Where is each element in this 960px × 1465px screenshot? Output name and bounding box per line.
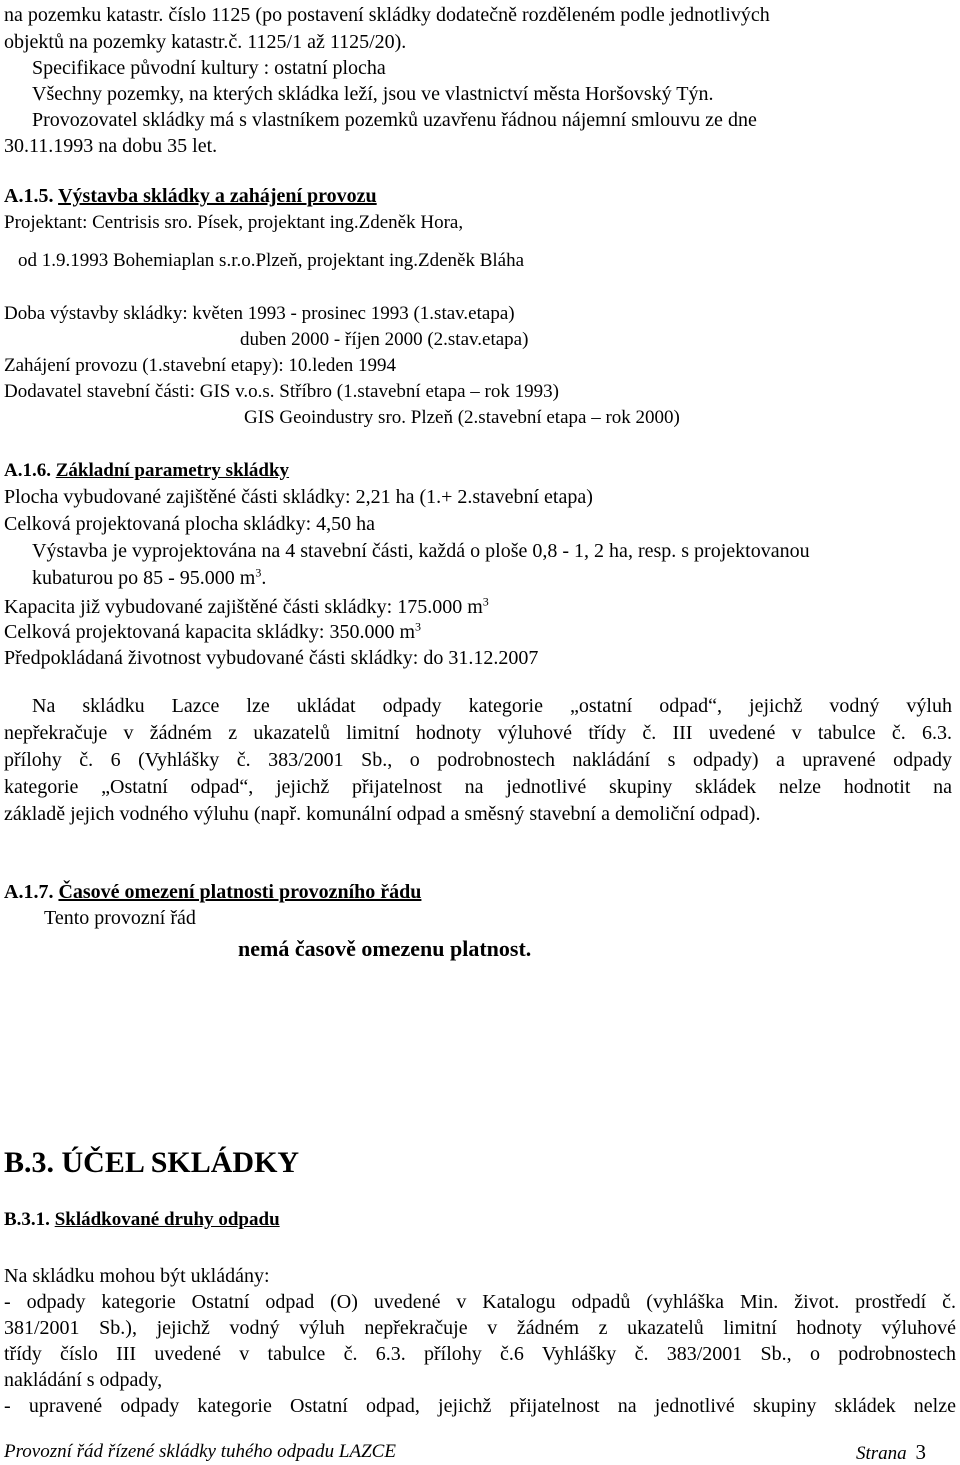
text-line: Doba výstavby skládky: květen 1993 - prosinec 1993 (1.stav.etapa): [4, 303, 515, 324]
footer-page-label: Strana: [856, 1443, 907, 1464]
section-heading-b31: [4, 1210, 280, 1229]
text-line: Výstavba je vyprojektována na 4 stavební části, každá o ploše 0,8 - 1, 2 ha, resp. s projektovanou: [32, 540, 810, 562]
section-title: Výstavba skládky a zahájení provozu: [58, 185, 377, 207]
footer-page-number: 3: [915, 1440, 926, 1464]
text-line: 30.11.1993 na dobu 35 let.: [4, 135, 218, 157]
text-line: - upravené odpady kategorie Ostatní odpad, jejichž přijatelnost na jednotlivé skupiny skládek nelze: [4, 1395, 956, 1417]
section-title: Základní parametry skládky: [55, 460, 290, 481]
text-line: od 1.9.1993 Bohemiaplan s.r.o.Plzeň, projektant ing.Zdeněk Bláha: [18, 250, 525, 271]
text-line: Celková projektovaná plocha skládky: 4,50 ha: [4, 513, 376, 535]
section-title: Skládkované druhy odpadu: [54, 1209, 280, 1230]
text-line: GIS Geoindustry sro. Plzeň (2.stavební etapa – rok 2000): [244, 407, 680, 428]
chapter-heading: B.3. ÚČEL SKLÁDKY: [4, 1146, 300, 1179]
text-line: [32, 565, 267, 589]
text-line: Dodavatel stavební části: GIS v.o.s. Stříbro (1.stavební etapa – rok 1993): [4, 381, 559, 402]
text-fragment: .: [261, 567, 267, 589]
superscript: 3: [255, 565, 262, 580]
text-line: Zahájení provozu (1.stavební etapy): 10.leden 1994: [4, 355, 397, 376]
text-line: duben 2000 - říjen 2000 (2.stav.etapa): [240, 329, 529, 350]
section-number: A.1.7.: [4, 881, 54, 903]
text-line: objektů na pozemky katastr.č. 1125/1 až 1125/20).: [4, 31, 407, 53]
text-fragment: Kapacita již vybudované zajištěné části skládky: 175.000 m: [4, 596, 483, 618]
text-line: nepřekračuje v žádném z ukazatelů limitní hodnoty výluhové třídy č. III uvedené v tabulce č. 6.3.: [4, 722, 952, 744]
text-line: nakládání s odpady,: [4, 1369, 163, 1391]
text-line: na pozemku katastr. číslo 1125 (po postavení skládky dodatečně rozděleném podle jednotlivých: [4, 4, 770, 26]
text-line: základě jejich vodného výluhu (např. komunální odpad a směsný stavební a demoliční odpad).: [4, 803, 761, 825]
text-line: Na skládku Lazce lze ukládat odpady kategorie „ostatní odpad“, jejichž vodný výluh: [32, 695, 952, 717]
text-line: [4, 619, 422, 643]
text-line: Projektant: Centrisis sro. Písek, projektant ing.Zdeněk Hora,: [4, 212, 464, 233]
text-line: Provozovatel skládky má s vlastníkem pozemků uzavřenu řádnou nájemní smlouvu ze dne: [32, 109, 757, 131]
text-line: 381/2001 Sb.), jejichž vodný výluh nepřekračuje v žádném z ukazatelů limitní hodnoty výluhové: [4, 1317, 956, 1339]
text-line: Plocha vybudované zajištěné části skládky: 2,21 ha (1.+ 2.stavební etapa): [4, 486, 593, 508]
text-line: kategorie „Ostatní odpad“, jejichž přijatelnost na jednotlivé skupiny skládek nelze hodnotit na: [4, 776, 952, 798]
text-fragment: Celková projektovaná kapacita skládky: 350.000 m: [4, 621, 416, 643]
text-fragment: kubaturou po 85 - 95.000 m: [32, 567, 256, 589]
text-line: Na skládku mohou být ukládány:: [4, 1265, 270, 1287]
text-line: Všechny pozemky, na kterých skládka leží, jsou ve vlastnictví města Horšovský Týn.: [32, 83, 714, 105]
section-title: Časové omezení platnosti provozního řádu: [58, 881, 422, 903]
text-line: [4, 594, 489, 618]
section-heading-a17: [4, 882, 421, 902]
section-number: A.1.6.: [4, 460, 51, 481]
section-number: B.3.1.: [4, 1209, 50, 1230]
text-line: - odpady kategorie Ostatní odpad (O) uvedené v Katalogu odpadů (vyhláška Min. život. prostředí č.: [4, 1291, 956, 1313]
text-line: Tento provozní řád: [44, 907, 196, 929]
footer-title: Provozní řád řízené skládky tuhého odpadu LAZCE: [4, 1441, 396, 1462]
text-line: Předpokládaná životnost vybudované části skládky: do 31.12.2007: [4, 647, 539, 669]
section-number: A.1.5.: [4, 185, 54, 207]
section-heading-a16: [4, 461, 289, 480]
superscript: 3: [482, 594, 489, 609]
section-heading-a15: [4, 186, 377, 206]
emphasis-text: nemá časově omezenu platnost.: [238, 936, 532, 961]
text-line: třídy číslo III uvedené v tabulce č. 6.3. přílohy č.6 Vyhlášky č. 383/2001 Sb., o podrobnostech: [4, 1343, 956, 1365]
text-line: přílohy č. 6 (Vyhlášky č. 383/2001 Sb., o podrobnostech nakládání s odpady) a upravené odpady: [4, 749, 952, 771]
footer-page: [856, 1442, 926, 1463]
text-line: Specifikace původní kultury : ostatní plocha: [32, 57, 386, 79]
superscript: 3: [415, 619, 422, 634]
